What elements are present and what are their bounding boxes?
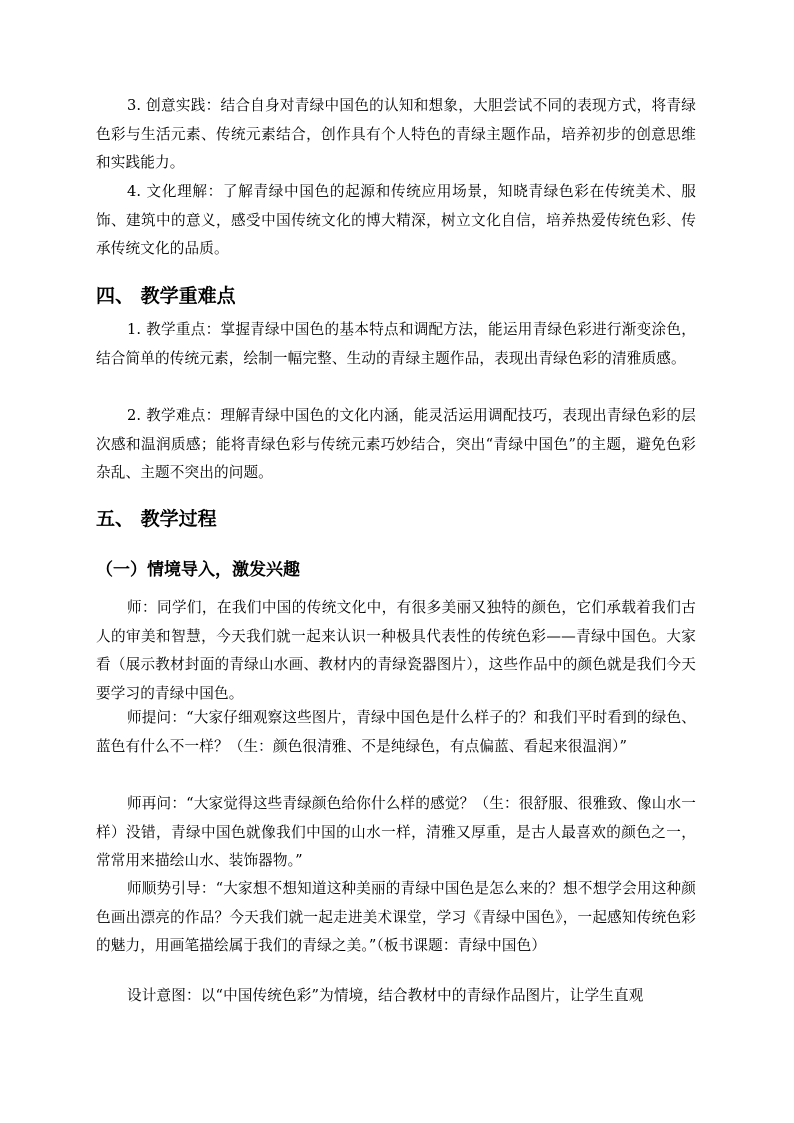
paragraph-teaching-focus: 1. 教学重点：掌握青绿中国色的基本特点和调配方法，能运用青绿色彩进行渐变涂色，结合简单的传统元素，绘制一幅完整、生动的青绿主题作品，表现出青绿色彩的清雅质感。 <box>96 321 696 367</box>
paragraph-teacher-intro: 师：同学们，在我们中国的传统文化中，有很多美丽又独特的颜色，它们承载着我们古人的审美和智慧，今天我们就一起来认识一种极具代表性的传统色彩——青绿中国色。大家看（展示教材封面的青绿山水画、教材内的青绿瓷器图片），这些作品中的颜色就是我们今天要学习的青绿中国色。 <box>96 599 696 702</box>
paragraph-teacher-second-question: 师再问：“大家觉得这些青绿颜色给你什么样的感觉？（生：很舒服、很雅致、像山水一样）没错，青绿中国色就像我们中国的山水一样，清雅又厚重，是古人最喜欢的颜色之一，常常用来描绘山水、装饰器物。” <box>96 795 696 869</box>
paragraph-teaching-difficulty: 2. 教学难点：理解青绿中国色的文化内涵，能灵活运用调配技巧，表现出青绿色彩的层次感和温润质感；能将青绿色彩与传统元素巧妙结合，突出“青绿中国色”的主题，避免色彩杂乱、主题不突出的问题。 <box>96 407 696 481</box>
paragraph-creative-practice: 3. 创意实践：结合自身对青绿中国色的认知和想象，大胆尝试不同的表现方式，将青绿色彩与生活元素、传统元素结合，创作具有个人特色的青绿主题作品，培养初步的创意思维和实践能力。 <box>96 97 696 171</box>
paragraph-teacher-question: 师提问：“大家仔细观察这些图片，青绿中国色是什么样子的？和我们平时看到的绿色、蓝色有什么不一样？（生：颜色很清雅、不是纯绿色，有点偏蓝、看起来很温润）” <box>96 709 696 755</box>
heading-scenario-introduction: （一）情境导入，激发兴趣 <box>96 560 300 580</box>
paragraph-teacher-guidance: 师顺势引导：“大家想不想知道这种美丽的青绿中国色是怎么来的？想不想学会用这种颜色画出漂亮的作品？今天我们就一起走进美术课堂，学习《青绿中国色》，一起感知传统色彩的魅力，用画笔描绘属于我们的青绿之美。”（板书课题：青绿中国色） <box>96 880 696 954</box>
heading-teaching-key-points: 四、 教学重难点 <box>96 285 236 307</box>
paragraph-design-intent: 设计意图：以“中国传统色彩”为情境，结合教材中的青绿作品图片，让学生直观 <box>127 987 644 1004</box>
heading-teaching-process: 五、 教学过程 <box>96 508 217 530</box>
paragraph-cultural-understanding: 4. 文化理解：了解青绿中国色的起源和传统应用场景，知晓青绿色彩在传统美术、服饰、建筑中的意义，感受中国传统文化的博大精深，树立文化自信，培养热爱传统色彩、传承传统文化的品质。 <box>96 183 696 257</box>
